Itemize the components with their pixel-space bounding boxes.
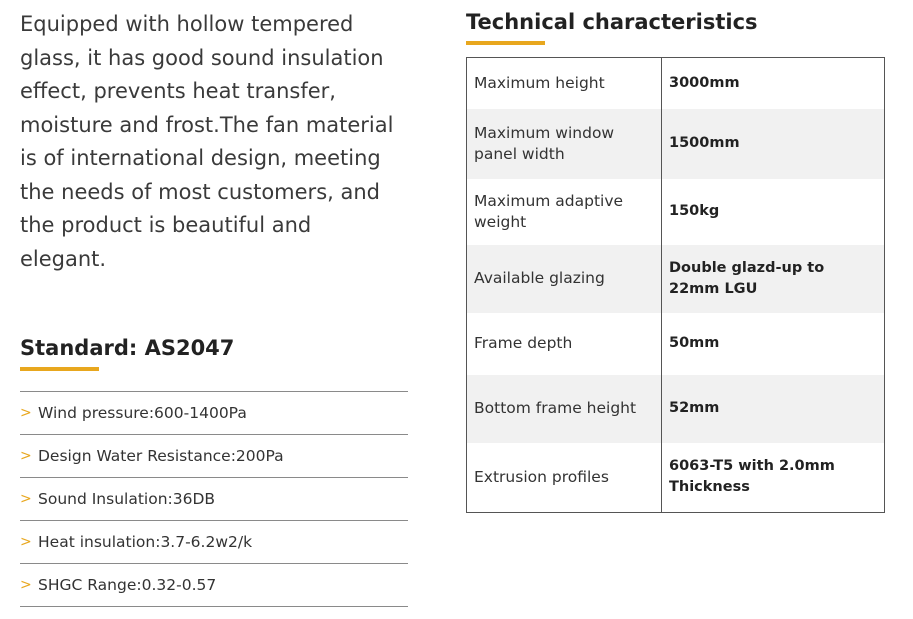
technical-title-underline <box>466 41 545 45</box>
list-item-heat-insulation <box>20 521 408 564</box>
row-value: 3000mm <box>669 74 740 91</box>
table-row <box>467 109 885 179</box>
table-row <box>467 375 885 443</box>
list-item-label: Design Water Resistance:200Pa <box>38 447 284 465</box>
row-value: Double glazd-up to 22mm LGU <box>662 245 885 313</box>
chevron-right-icon: > <box>20 405 32 421</box>
chevron-right-icon: > <box>20 448 32 464</box>
table-row <box>467 313 885 375</box>
row-value: 1500mm <box>662 109 885 179</box>
list-item-label: Sound Insulation:36DB <box>38 490 216 508</box>
row-label: Maximum adaptive weight <box>467 179 662 245</box>
list-item-shgc-range <box>20 564 408 607</box>
standard-list <box>20 391 408 607</box>
list-item-sound-insulation <box>20 478 408 521</box>
table-row <box>467 443 885 513</box>
chevron-right-icon: > <box>20 577 32 593</box>
row-label: Extrusion profiles <box>467 443 662 513</box>
list-item-label: SHGC Range:0.32-0.57 <box>38 576 217 594</box>
intro-paragraph: Equipped with hollow tempered glass, it has good sound insulation effect, prevents heat transfer, moisture and frost.The fan material is of international design, meeting the needs of most customers, and the product is beautiful and elegant. <box>20 12 394 271</box>
technical-table <box>466 57 885 513</box>
table-row <box>467 179 885 245</box>
list-item-wind-pressure <box>20 392 408 435</box>
list-item-label: Heat insulation:3.7-6.2w2/k <box>38 533 253 551</box>
table-row <box>467 245 885 313</box>
chevron-right-icon: > <box>20 491 32 507</box>
list-item-label: Wind pressure:600-1400Pa <box>38 404 247 422</box>
row-label: Available glazing <box>467 245 662 313</box>
row-label: Bottom frame height <box>467 375 662 443</box>
row-label: Maximum height <box>467 58 662 109</box>
chevron-right-icon: > <box>20 534 32 550</box>
row-value: 6063-T5 with 2.0mm Thickness <box>669 458 835 496</box>
row-value: 150kg <box>669 203 720 219</box>
row-value: 52mm <box>662 375 885 443</box>
standard-title: Standard: AS2047 <box>20 336 235 360</box>
standard-title-underline <box>20 367 99 371</box>
row-label: Frame depth <box>467 313 662 375</box>
table-row <box>467 58 885 109</box>
list-item-water-resistance <box>20 435 408 478</box>
row-value: 50mm <box>669 335 720 351</box>
row-label: Maximum window panel width <box>467 109 662 179</box>
technical-title: Technical characteristics <box>466 10 758 34</box>
